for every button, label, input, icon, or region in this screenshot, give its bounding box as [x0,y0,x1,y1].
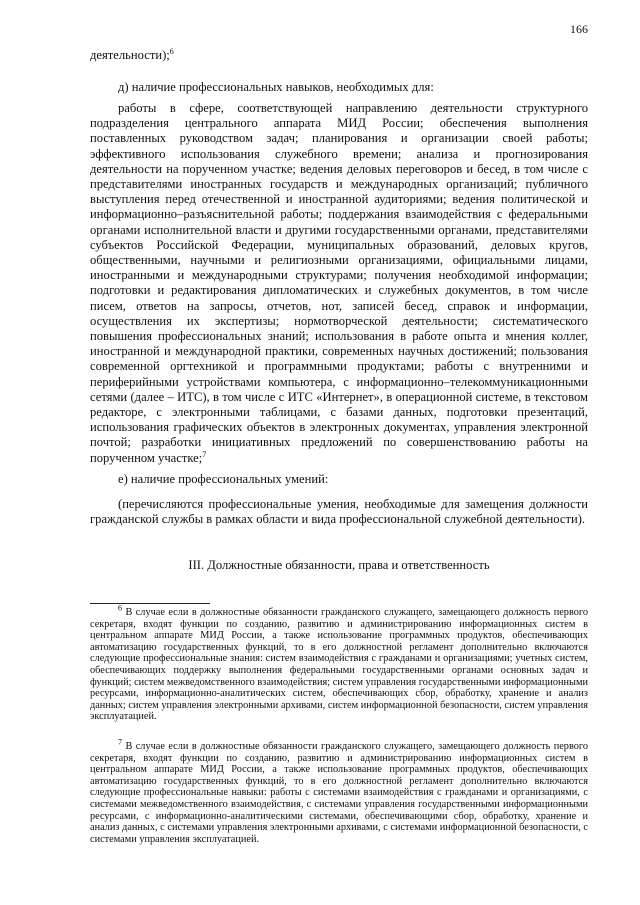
footnote-ref-7: 7 [202,449,207,459]
continued-line [90,48,588,63]
footnote-separator [90,603,210,604]
item-d-heading [90,80,588,95]
footnote-7 [90,737,588,845]
footnote-7-mark: 7 [118,737,122,747]
section-title: III. Должностные обязанности, права и ответственность [188,558,490,572]
footnote-6-mark: 6 [118,603,122,613]
footnote-ref-6: 6 [169,46,174,56]
item-e-heading [90,472,588,487]
item-d-text: д) наличие профессиональных навыков, необходимых для: [118,80,434,94]
item-e-text: е) наличие профессиональных умений: [118,472,329,486]
skills-paragraph [90,101,588,466]
skills-paragraph-text: работы в сфере, соответствующей направлению деятельности структурного подразделения центрального аппарата МИД России; обеспечения выполнения поставленных руководством задач; планирования и организации своей работы; эффективного использования служебного времени; анализа и прогнозирования деятельности на порученном участке; ведения деловых переговоров и бесед, в том числе с представителями иностранных государств и международных организаций; публичного выступления перед отечественной и иностранной аудиториями; ведения политической и информационно–разъяснительной работы; поддержания взаимодействия с федеральными органами исполнительной власти и другими государственными органами, представителями субъектов Российской Федерации, муниципальных образований, деловых кругов, общественными, научными и религиозными организациями, официальными лицами, иностранными и международными структурами; получения необходимой информации; подготовки и редактирования дипломатических и служебных документов, в том числе писем, ответов на запросы, отчетов, нот, записей бесед, справок и информации, осуществления их экспертизы; нормотворческой деятельности; систематического повышения профессиональных знаний; использования в работе опыта и мнения коллег, иностранной и международной практики, современных научных достижений; пользования современной оргтехникой и программными продуктами; работы с внутренними и периферийными устройствами компьютера, с информационно–телекоммуникационными сетями (далее – ИТС), в том числе с ИТС «Интернет», в операционной системе, в текстовом редакторе, с электронными таблицами, с базами данных, подготовки презентаций, использования графических объектов в электронных документах, управления электронной почтой; разработки инициативных предложений по совершенствованию работы на порученном участке; [90,101,588,465]
abilities-note: (перечисляются профессиональные умения, необходимые для замещения должности гражданской службы в рамках области и вида профессиональной служебной деятельности). [90,497,588,527]
page-number: 166 [570,22,588,36]
continued-line-text: деятельности); [90,48,170,62]
footnote-6 [90,603,588,723]
footnote-6-text: В случае если в должностные обязанности гражданского служащего, замещающего должность первого секретаря, входят функции по созданию, развитию и администрированию информационных систем в центральном аппарате МИД России, а также использование программных продуктов, обеспечивающих автоматизацию государственных функций, то в его должностной регламент дополнительно включаются следующие профессиональные знания: систем взаимодействия с гражданами и организациями; учетных систем, обеспечивающих поддержку выполнения федеральными государственными органами основных задач и функций; систем межведомственного взаимодействия; систем управления государственными информационными ресурсами, информационно-аналитических систем, обеспечивающих сбор, обработку, хранение и анализ данных; систем управления электронными архивами, систем информационной безопасности, систем управления эксплуатацией. [90,607,588,723]
footnote-7-text: В случае если в должностные обязанности гражданского служащего, замещающего должность первого секретаря, входят функции по созданию, развитию и администрированию информационных систем в центральном аппарате МИД России, а также использование программных продуктов, обеспечивающих автоматизацию государственных функций, то в его должностной регламент дополнительно включаются следующие профессиональные навыки: работы с системами взаимодействия с гражданами и организациями, с системами межведомственного взаимодействия, с системами управления государственными информационными ресурсами, с информационно-аналитическими системами, обеспечивающими сбор, обработку, хранение и анализ данных, с системами управления электронными архивами, с системами информационной безопасности, с системами управления эксплуатацией. [90,741,588,845]
